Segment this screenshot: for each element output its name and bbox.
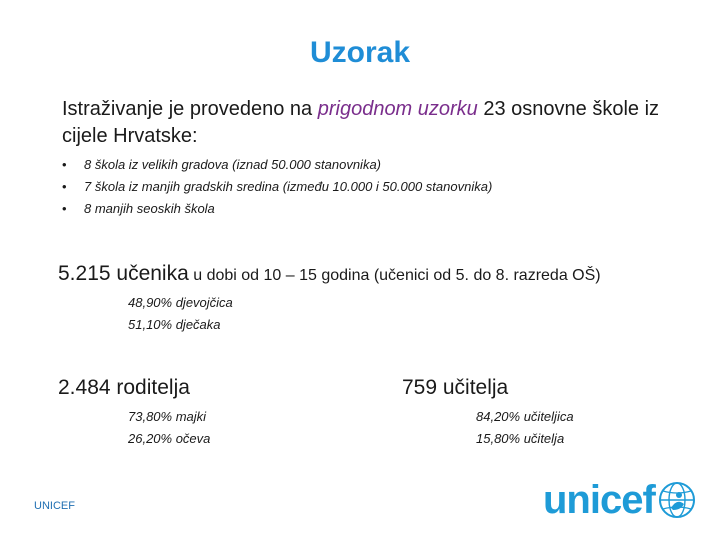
unicef-logo bbox=[543, 478, 697, 522]
parents-fathers: 26,20% očeva bbox=[128, 431, 211, 446]
list-item bbox=[62, 154, 492, 176]
intro-paragraph bbox=[62, 96, 682, 150]
list-item-text: 7 škola iz manjih gradskih sredina (između 10.000 i 50.000 stanovnika) bbox=[84, 179, 493, 194]
teachers-breakdown bbox=[476, 406, 574, 450]
teachers-count: 759 učitelja bbox=[402, 376, 509, 399]
unicef-emblem-icon bbox=[657, 480, 697, 520]
students-detail: u dobi od 10 – 15 godina (učenici od 5. do 8. razreda OŠ) bbox=[188, 267, 601, 284]
list-item bbox=[62, 176, 492, 198]
parents-mothers: 73,80% majki bbox=[128, 409, 207, 424]
bullet-icon: • bbox=[62, 179, 67, 194]
list-item-text: 8 škola iz velikih gradova (iznad 50.000 stanovnika) bbox=[84, 157, 382, 172]
list-item bbox=[62, 198, 492, 220]
intro-text-start: Istraživanje je provedeno na bbox=[62, 98, 318, 120]
school-list bbox=[62, 154, 492, 220]
students-line bbox=[58, 262, 601, 286]
logo-wordmark: unicef bbox=[543, 478, 655, 522]
page-title: Uzorak bbox=[309, 36, 411, 69]
students-boys: 51,10% dječaka bbox=[128, 317, 221, 332]
footer-org-text: UNICEF bbox=[34, 500, 75, 512]
list-item-text: 8 manjih seoskih škola bbox=[84, 201, 215, 216]
parents-count: 2.484 roditelja bbox=[58, 376, 190, 399]
teachers-male: 15,80% učitelja bbox=[476, 431, 565, 446]
students-girls: 48,90% djevojčica bbox=[128, 295, 233, 310]
students-breakdown bbox=[128, 292, 233, 336]
parents-breakdown bbox=[128, 406, 210, 450]
bullet-icon: • bbox=[62, 201, 67, 216]
intro-highlight: prigodnom uzorku bbox=[317, 98, 478, 120]
intro-text-end: 23 osnovne škole iz cijele Hrvatske: bbox=[62, 98, 660, 147]
bullet-icon: • bbox=[62, 157, 67, 172]
students-count: 5.215 učenika bbox=[58, 262, 189, 285]
teachers-female: 84,20% učiteljica bbox=[476, 409, 574, 424]
